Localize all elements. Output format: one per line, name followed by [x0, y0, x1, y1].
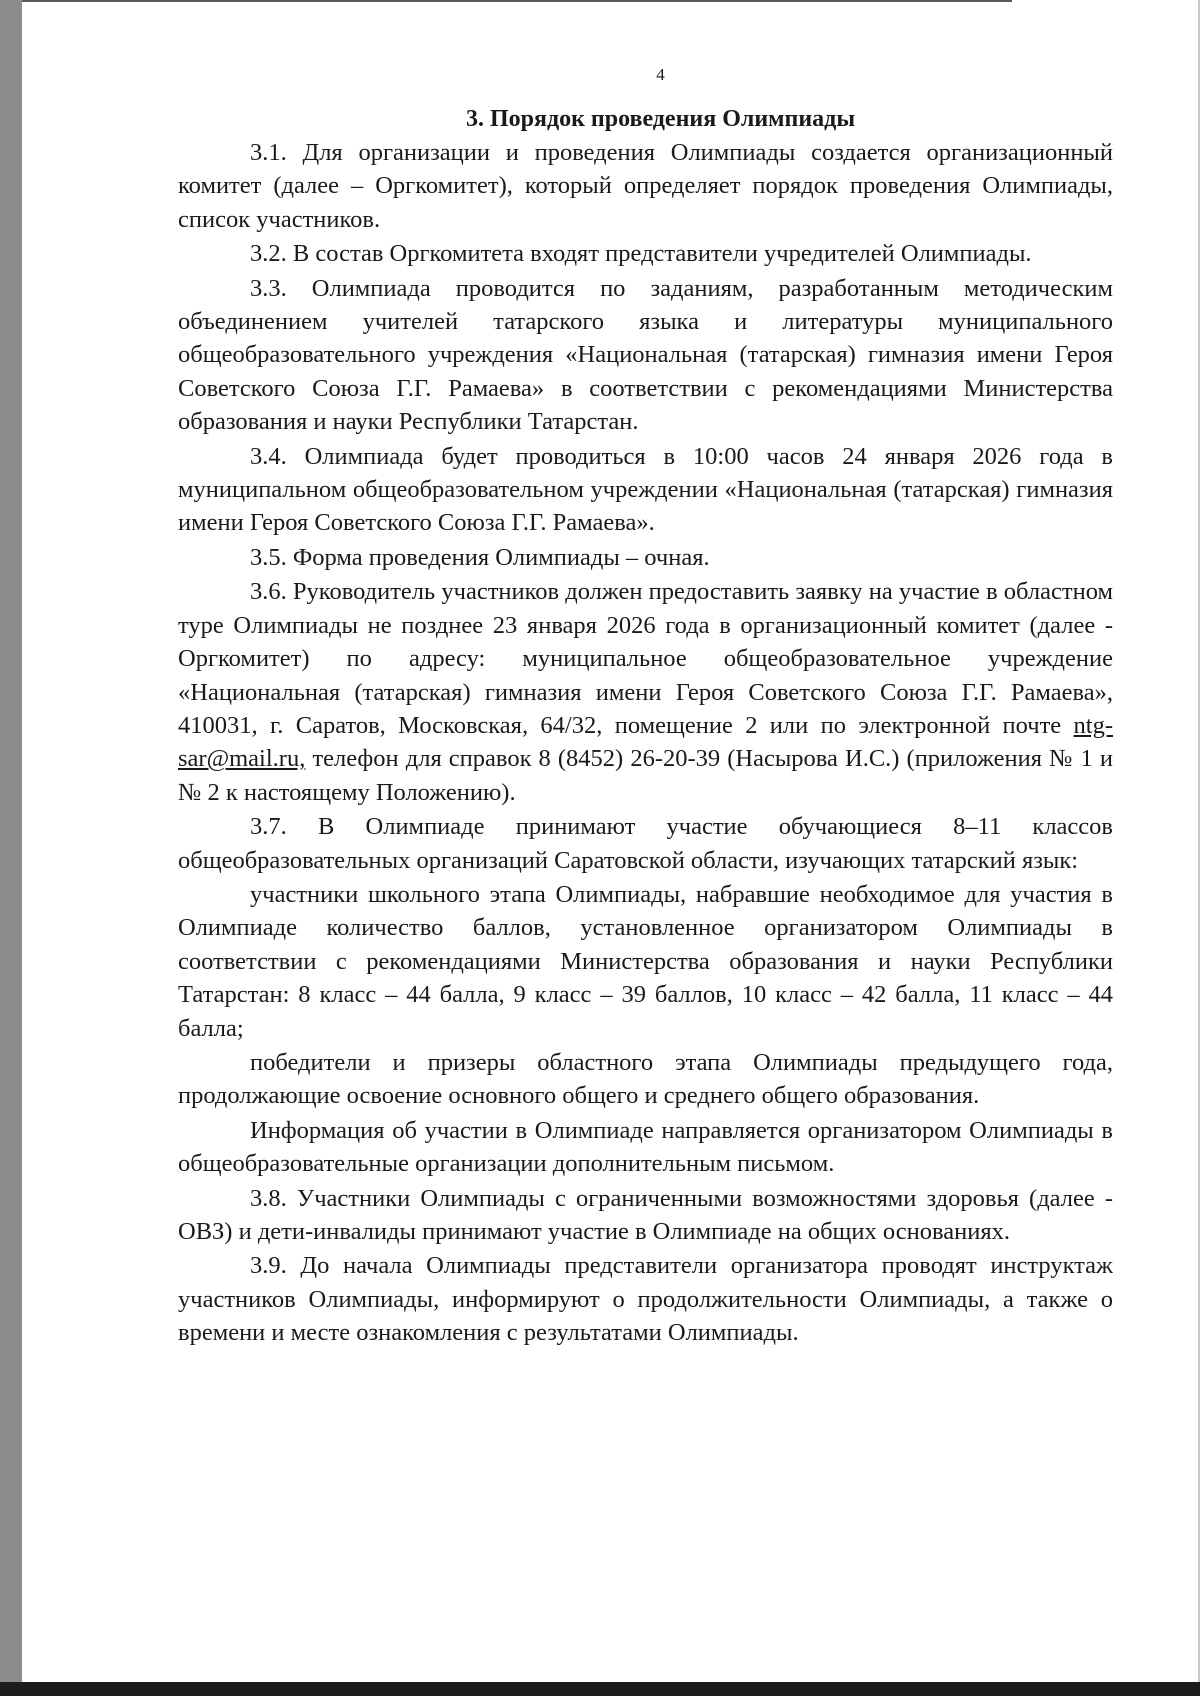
paragraph-3-6 — [178, 575, 1113, 809]
document-page — [178, 58, 1113, 1350]
paragraph-3-1: 3.1. Для организации и проведения Олимпиады создается организационный комитет (далее – Оргкомитет), который определяет порядок проведения Олимпиады, список участников. — [178, 139, 1113, 233]
paragraph-3-5: 3.5. Форма проведения Олимпиады – очная. — [250, 543, 710, 571]
section-title: 3. Порядок проведения Олимпиады — [465, 106, 856, 132]
scan-border-top — [22, 0, 1012, 2]
paragraph-3-4: 3.4. Олимпиада будет проводиться в 10:00 часов 24 января 2026 года в муниципальном общеобразовательном учреждении «Национальная (татарская) гимназия имени Героя Советского Союза Г.Г. Рамаева». — [178, 442, 1113, 537]
scan-border-left — [0, 0, 22, 1696]
scan-border-bottom — [0, 1682, 1200, 1696]
paragraph-3-3: 3.3. Олимпиада проводится по заданиям, разработанным методическим объединением учителей татарского языка и литературы муниципального общеобразовательного учреждения «Национальная (татарская) гимназия имени Героя Советского Союза Г.Г. Рамаева» в соответствии с рекомендациями Министерства образования и науки Республики Татарстан. — [178, 274, 1113, 436]
email-link[interactable]: ntg-sar@mail.ru, — [178, 711, 1113, 773]
page-number: 4 — [656, 65, 665, 84]
paragraph-3-6-text-end: телефон для справок 8 (8452) 26-20-39 (Насырова И.С.) (приложения № 1 и № 2 к настоящему Положению). — [178, 745, 1113, 806]
paragraph-3-9: 3.9. До начала Олимпиады представители организатора проводят инструктаж участников Олимпиады, информируют о продолжительности Олимпиады, а также о времени и месте ознакомления с результатами Олимпиады. — [178, 1252, 1113, 1347]
paragraph-3-8: 3.8. Участники Олимпиады с ограниченными возможностями здоровья (далее - ОВЗ) и дети-инвалиды принимают участие в Олимпиаде на общих основаниях. — [178, 1184, 1113, 1245]
paragraph-3-7-participants-school: участники школьного этапа Олимпиады, набравшие необходимое для участия в Олимпиаде количество баллов, установленное организатором Олимпиады в соответствии с рекомендациями Министерства образования и науки Республики Татарстан: 8 класс – 44 балла, 9 класс – 39 баллов, 10 класс – 42 балла, 11 класс – 44 балла; — [178, 880, 1113, 1042]
paragraph-3-2: 3.2. В состав Оргкомитета входят представители учредителей Олимпиады. — [250, 240, 1032, 268]
paragraph-3-7: 3.7. В Олимпиаде принимают участие обучающиеся 8–11 классов общеобразовательных организаций Саратовской области, изучающих татарский язык: — [178, 813, 1113, 874]
paragraph-3-7-participants-winners: победители и призеры областного этапа Олимпиады предыдущего года, продолжающие освоение основного общего и среднего общего образования. — [178, 1048, 1113, 1110]
paragraph-3-6-text-start: 3.6. Руководитель участников должен предоставить заявку на участие в областном туре Олимпиады не позднее 23 января 2026 года в организационный комитет (далее - Оргкомитет) по адресу: муниципальное общеобразовательное учреждение «Национальная (татарская) гимназия имени Героя Советского Союза Г.Г. Рамаева», 410031, г. Саратов, Московская, 64/32, помещение 2 или по электронной почте — [178, 578, 1113, 739]
paragraph-3-7-information: Информация об участии в Олимпиаде направляется организатором Олимпиады в общеобразовательные организации дополнительным письмом. — [178, 1116, 1113, 1178]
